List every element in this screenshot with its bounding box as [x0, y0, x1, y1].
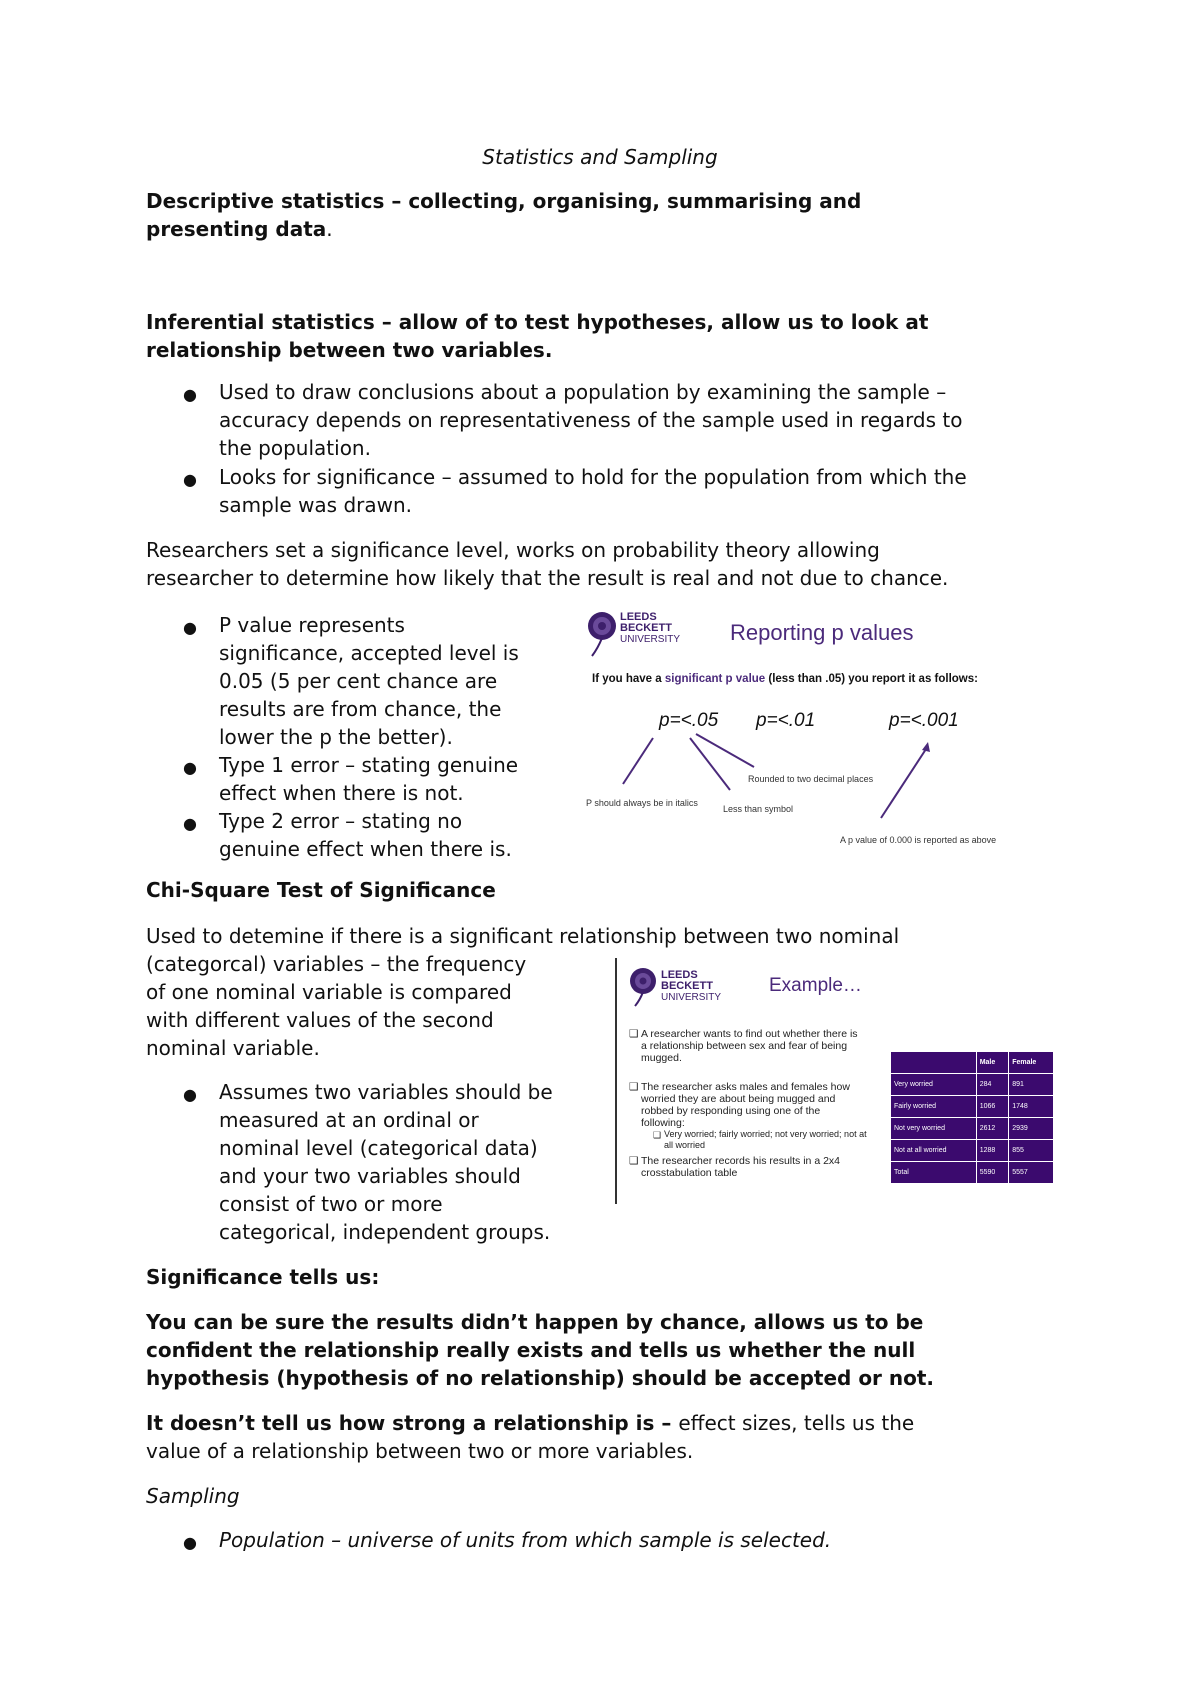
note-less-than: Less than symbol: [723, 804, 794, 814]
example-item-1-line-2: a relationship between sex and fear of being: [641, 1040, 848, 1052]
pvalue-bullet-1-line-3: 0.05 (5 per cent chance are: [219, 669, 498, 693]
table-cell: 2612: [976, 1118, 1009, 1140]
chi-line-4: with different values of the second: [146, 1008, 494, 1032]
logo-text-2: BECKETT: [661, 980, 713, 992]
sampling-bullet-1: Population – universe of units from which sample is selected.: [219, 1528, 832, 1552]
descriptive-line-2: presenting data.: [146, 217, 333, 241]
example-subitem-line-1: Very worried; fairly worried; not very worried; not at: [664, 1129, 867, 1139]
pvalue-bullet-2-line-1: Type 1 error – stating genuine: [219, 753, 519, 777]
table-cell: Very worried: [891, 1074, 977, 1096]
pvalue-bullet-3-line-1: Type 2 error – stating no: [219, 809, 463, 833]
table-cell: 284: [976, 1074, 1009, 1096]
bullet-icon: ●: [183, 1533, 197, 1552]
inferential-bullet-2-line-2: sample was drawn.: [219, 493, 413, 517]
slide-title: Reporting p values: [730, 620, 914, 645]
pvalue-bullet-3-line-2: genuine effect when there is.: [219, 837, 512, 861]
inferential-bullet-1-line-3: the population.: [219, 436, 371, 460]
chi-line-2: (categorcal) variables – the frequency: [146, 952, 527, 976]
researchers-line-1: Researchers set a significance level, works on probability theory allowing: [146, 538, 880, 562]
bullet-icon: ●: [183, 385, 197, 404]
table-cell: Not at all worried: [891, 1140, 977, 1162]
significance-line-3: hypothesis (hypothesis of no relationship) should be accepted or not.: [146, 1366, 935, 1390]
chi-bullet-line-5: consist of two or more: [219, 1192, 443, 1216]
pvalue-bullet-1-line-5: lower the p the better).: [219, 725, 453, 749]
chi-bullet-line-6: categorical, independent groups.: [219, 1220, 551, 1244]
example-item-3-line-2: crosstabulation table: [641, 1167, 738, 1179]
table-header-row: [891, 1052, 1054, 1074]
note-zero: A p value of 0.000 is reported as above: [840, 835, 997, 845]
table-cell: Fairly worried: [891, 1096, 977, 1118]
document-title: Statistics and Sampling: [482, 145, 718, 169]
checkbox-icon: ❑: [629, 1028, 639, 1040]
chi-bullet-line-1: Assumes two variables should be: [219, 1080, 553, 1104]
annotation-arrows: [578, 604, 1033, 854]
crosstab-table: [890, 1051, 1054, 1184]
bullet-icon: ●: [183, 814, 197, 833]
pvalue-bullet-2-line-2: effect when there is not.: [219, 781, 464, 805]
example-item-2-line-1: The researcher asks males and females how: [641, 1081, 850, 1093]
table-cell: [891, 1052, 977, 1074]
inferential-bullet-2-line-1: Looks for significance – assumed to hold for the population from which the: [219, 465, 967, 489]
example-subitem-line-2: all worried: [664, 1140, 706, 1150]
table-row: [891, 1096, 1054, 1118]
note-italics: P should always be in italics: [586, 798, 698, 808]
bullet-icon: ●: [183, 618, 197, 637]
table-row: [891, 1074, 1054, 1096]
chi-line-5: nominal variable.: [146, 1036, 320, 1060]
table-row: [891, 1140, 1054, 1162]
chi-line-1: Used to detemine if there is a significant relationship between two nominal: [146, 924, 900, 948]
table-row: [891, 1118, 1054, 1140]
table-cell: Not very worried: [891, 1118, 977, 1140]
table-cell: 855: [1009, 1140, 1054, 1162]
table-cell: 1288: [976, 1140, 1009, 1162]
chi-bullet-line-2: measured at an ordinal or: [219, 1108, 479, 1132]
significance-heading: Significance tells us:: [146, 1265, 380, 1289]
chi-bullet-line-3: nominal level (categorical data): [219, 1136, 538, 1160]
example-item-1-line-3: mugged.: [641, 1052, 682, 1064]
p-value-001: p=<.001: [889, 710, 959, 731]
table-cell: 5557: [1009, 1162, 1054, 1184]
pvalue-bullet-1-line-2: significance, accepted level is: [219, 641, 519, 665]
logo-text-2: BECKETT: [620, 622, 672, 634]
strength-line-2: value of a relationship between two or more variables.: [146, 1439, 694, 1463]
example-item-2-line-3: robbed by responding using one of the: [641, 1105, 821, 1117]
table-cell: Male: [976, 1052, 1009, 1074]
descriptive-line-1: Descriptive statistics – collecting, organising, summarising and: [146, 189, 862, 213]
logo-text-1: LEEDS: [661, 969, 698, 981]
inferential-bullet-1-line-2: accuracy depends on representativeness of the sample used in regards to: [219, 408, 963, 432]
example-item-2-line-2: worried they are about being mugged and: [641, 1093, 836, 1105]
example-item-2-line-4: following:: [641, 1117, 685, 1129]
slide-reporting-p-values: [578, 604, 1033, 854]
logo-text-3: UNIVERSITY: [661, 992, 722, 1003]
bullet-icon: ●: [183, 1085, 197, 1104]
pvalue-bullet-1-line-1: P value represents: [219, 613, 405, 637]
sampling-heading: Sampling: [146, 1484, 240, 1508]
significance-line-2: confident the relationship really exists and tells us whether the null: [146, 1338, 916, 1362]
table-cell: Female: [1009, 1052, 1054, 1074]
checkbox-icon: ❑: [629, 1155, 639, 1167]
bullet-icon: ●: [183, 758, 197, 777]
table-cell: 2939: [1009, 1118, 1054, 1140]
table-cell: 5590: [976, 1162, 1009, 1184]
table-row: [891, 1162, 1054, 1184]
chi-bullet-line-4: and your two variables should: [219, 1164, 521, 1188]
table-cell: Total: [891, 1162, 977, 1184]
checkbox-icon: ❑: [653, 1130, 662, 1140]
pvalue-bullet-1-line-4: results are from chance, the: [219, 697, 502, 721]
chi-line-3: of one nominal variable is compared: [146, 980, 512, 1004]
note-rounded: Rounded to two decimal places: [748, 774, 874, 784]
significance-line-1: You can be sure the results didn’t happen by chance, allows us to be: [146, 1310, 924, 1334]
slide-intro: If you have a significant p value (less than .05) you report it as follows:: [592, 673, 978, 685]
inferential-line-2: relationship between two variables.: [146, 338, 553, 362]
example-item-1-line-1: A researcher wants to find out whether there is: [641, 1028, 858, 1040]
inferential-bullet-1-line-1: Used to draw conclusions about a population by examining the sample –: [219, 380, 947, 404]
slide-title: Example…: [769, 975, 862, 996]
table-cell: 891: [1009, 1074, 1054, 1096]
strength-line-1: It doesn’t tell us how strong a relationship is – effect sizes, tells us the: [146, 1411, 915, 1435]
slide-example: [615, 958, 1057, 1204]
table-cell: 1748: [1009, 1096, 1054, 1118]
p-value-01: p=<.01: [756, 710, 816, 731]
example-item-3-line-1: The researcher records his results in a 2x4: [641, 1155, 841, 1167]
bullet-icon: ●: [183, 470, 197, 489]
table-cell: 1066: [976, 1096, 1009, 1118]
logo-text-1: LEEDS: [620, 611, 657, 623]
leeds-beckett-rose-logo-icon: [627, 964, 665, 1010]
chi-heading: Chi-Square Test of Significance: [146, 878, 496, 902]
checkbox-icon: ❑: [629, 1081, 639, 1093]
inferential-line-1: Inferential statistics – allow of to test hypotheses, allow us to look at: [146, 310, 929, 334]
researchers-line-2: researcher to determine how likely that the result is real and not due to chance.: [146, 566, 949, 590]
p-value-05: p=<.05: [659, 710, 719, 731]
logo-text-3: UNIVERSITY: [620, 634, 681, 645]
